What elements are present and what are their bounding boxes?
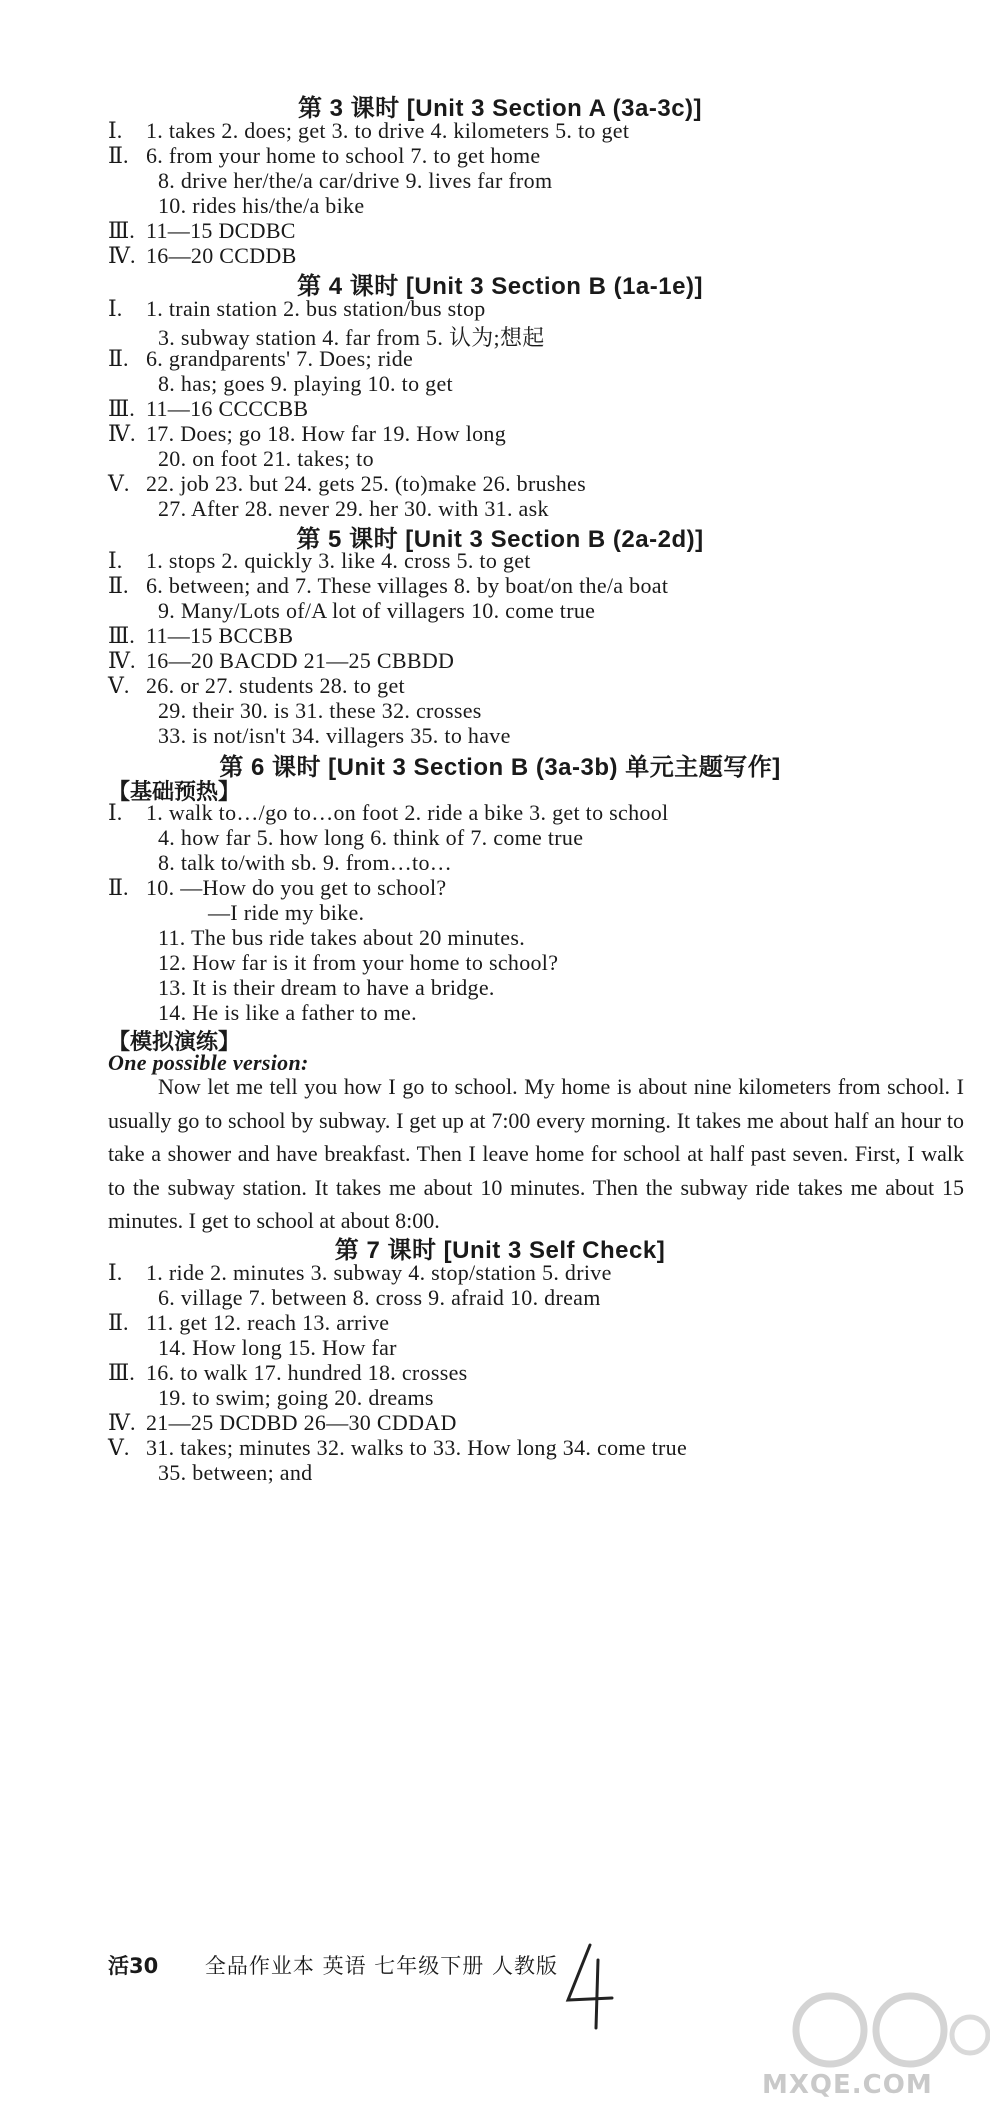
answer-line: 29. their 30. is 31. these 32. crosses	[158, 698, 482, 723]
version-label: One possible version:	[108, 1050, 309, 1075]
answer-line: 27. After 28. never 29. her 30. with 31. ask	[158, 496, 549, 521]
answer-line: 8. has; goes 9. playing 10. to get	[158, 371, 453, 396]
answer-line: 16. to walk 17. hundred 18. crosses	[146, 1360, 468, 1385]
roman-4: Ⅳ.	[108, 421, 136, 446]
answer-line: 8. drive her/the/a car/drive 9. lives far from	[158, 168, 553, 193]
answer-line: 6. village 7. between 8. cross 9. afraid 10. dream	[158, 1285, 601, 1310]
roman-5: Ⅴ.	[108, 673, 130, 698]
lesson-5-title: 第 5 课时 [Unit 3 Section B (2a-2d)]	[296, 526, 704, 553]
answer-line: 16—20 CCDDB	[146, 243, 297, 268]
lesson-4-title: 第 4 课时 [Unit 3 Section B (1a-1e)]	[297, 273, 703, 300]
answer-line: 21—25 DCDBD 26—30 CDDAD	[146, 1410, 457, 1435]
answer-line: 6. between; and 7. These villages 8. by boat/on the/a boat	[146, 573, 669, 598]
answer-line: 8. talk to/with sb. 9. from…to…	[158, 850, 453, 875]
roman-2: Ⅱ.	[108, 875, 129, 900]
answer-line: 16—20 BACDD 21—25 CBBDD	[146, 648, 455, 673]
answer-line: 12. How far is it from your home to school?	[158, 950, 559, 975]
answer-line: 11—15 DCDBC	[146, 218, 296, 243]
answer-line: 1. train station 2. bus station/bus stop	[146, 296, 486, 321]
roman-4: Ⅳ.	[108, 648, 136, 673]
book-title: 全品作业本 英语 七年级下册 人教版	[204, 1954, 558, 1978]
answer-line: 1. stops 2. quickly 3. like 4. cross 5. to get	[146, 548, 531, 573]
roman-1: Ⅰ.	[108, 548, 123, 573]
page-number: 活30	[108, 1954, 159, 1978]
answer-line: 35. between; and	[158, 1460, 313, 1485]
page-footer	[108, 1950, 558, 1980]
practice-label: 【模拟演练】	[108, 1030, 241, 1055]
answer-line: 3. subway station 4. far from 5. 认为;想起	[158, 325, 545, 350]
roman-3: Ⅲ.	[108, 396, 135, 421]
answer-line: 22. job 23. but 24. gets 25. (to)make 26. brushes	[146, 471, 586, 496]
answer-line: 14. He is like a father to me.	[158, 1000, 417, 1025]
roman-3: Ⅲ.	[108, 1360, 135, 1385]
answer-line: 11. The bus ride takes about 20 minutes.	[158, 925, 525, 950]
sample-essay: Now let me tell you how I go to school. My home is about nine kilometers from school. I usually go to school by subway. I get up at 7:00 every morning. It takes me about half an hour to take a shower and have breakfast. Then I leave home for school at half past seven. First, I walk to the subway station. It takes me about 10 minutes. Then the subway ride takes me about 15 minutes. I get to school at about 8:00.	[108, 1074, 964, 1233]
roman-1: Ⅰ.	[108, 1260, 123, 1285]
answer-line: 19. to swim; going 20. dreams	[158, 1385, 434, 1410]
lesson-6-title: 第 6 课时 [Unit 3 Section B (3a-3b) 单元主题写作]	[219, 754, 781, 781]
roman-1: Ⅰ.	[108, 800, 123, 825]
answer-line: 13. It is their dream to have a bridge.	[158, 975, 495, 1000]
warmup-label: 【基础预热】	[108, 780, 241, 805]
answer-line: 6. from your home to school 7. to get home	[146, 143, 541, 168]
answer-line: 33. is not/isn't 34. villagers 35. to have	[158, 723, 511, 748]
roman-2: Ⅱ.	[108, 1310, 129, 1335]
roman-3: Ⅲ.	[108, 218, 135, 243]
answer-line: 17. Does; go 18. How far 19. How long	[146, 421, 507, 446]
roman-4: Ⅳ.	[108, 1410, 136, 1435]
answer-line: 9. Many/Lots of/A lot of villagers 10. come true	[158, 598, 596, 623]
answer-line: 4. how far 5. how long 6. think of 7. come true	[158, 825, 584, 850]
answer-line: 1. ride 2. minutes 3. subway 4. stop/station 5. drive	[146, 1260, 612, 1285]
roman-2: Ⅱ.	[108, 346, 129, 371]
lesson-7-title: 第 7 课时 [Unit 3 Self Check]	[334, 1237, 666, 1264]
roman-2: Ⅱ.	[108, 573, 129, 598]
answer-line: 10. —How do you get to school?	[146, 875, 447, 900]
lesson-3-title: 第 3 课时 [Unit 3 Section A (3a-3c)]	[297, 95, 703, 122]
roman-1: Ⅰ.	[108, 118, 123, 143]
handwritten-number-mark	[560, 1940, 620, 2030]
answer-line: 11—16 CCCCBB	[146, 396, 309, 421]
answer-line: —I ride my bike.	[208, 900, 365, 925]
roman-4: Ⅳ.	[108, 243, 136, 268]
roman-1: Ⅰ.	[108, 296, 123, 321]
roman-2: Ⅱ.	[108, 143, 129, 168]
answer-line: 26. or 27. students 28. to get	[146, 673, 405, 698]
answer-line: 10. rides his/the/a bike	[158, 193, 365, 218]
answer-line: 6. grandparents' 7. Does; ride	[146, 346, 414, 371]
answer-line: 14. How long 15. How far	[158, 1335, 397, 1360]
answer-line: 1. walk to…/go to…on foot 2. ride a bike 3. get to school	[146, 800, 669, 825]
answer-line: 31. takes; minutes 32. walks to 33. How long 34. come true	[146, 1435, 688, 1460]
answer-line: 1. takes 2. does; get 3. to drive 4. kilometers 5. to get	[146, 118, 630, 143]
answer-line: 11—15 BCCBB	[146, 623, 294, 648]
answer-line: 20. on foot 21. takes; to	[158, 446, 374, 471]
roman-5: Ⅴ.	[108, 1435, 130, 1460]
watermark-text: MXQE.COM	[762, 2070, 933, 2100]
roman-5: Ⅴ.	[108, 471, 130, 496]
roman-3: Ⅲ.	[108, 623, 135, 648]
answer-line: 11. get 12. reach 13. arrive	[146, 1310, 390, 1335]
